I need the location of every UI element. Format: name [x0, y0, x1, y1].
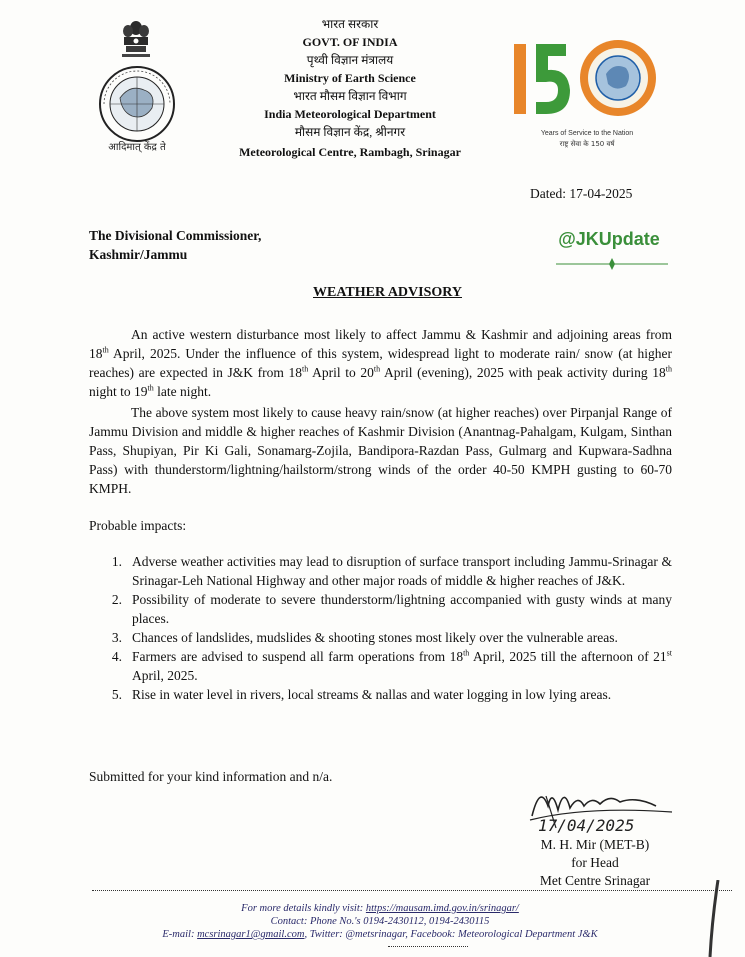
header-govt: GOVT. OF INDIA — [302, 35, 398, 49]
signature-icon — [526, 776, 676, 834]
imd-150-years-logo-icon — [508, 34, 666, 154]
footer-divider-small — [388, 946, 468, 947]
impacts-heading: Probable impacts: — [89, 518, 187, 533]
signatory-office: Met Centre Srinagar — [539, 873, 651, 888]
national-emblem-icon — [118, 16, 154, 62]
signatory-for: for Head — [571, 855, 619, 870]
impact-item: 3. Chances of landslides, mudslides & shooting stones most likely over the vulnerable areas. — [111, 630, 618, 645]
header-ministry: Ministry of Earth Science — [284, 71, 416, 85]
impact-item: 5. Rise in water level in rivers, local streams & nallas and water logging in low lying areas. — [111, 687, 612, 702]
logo150-caption-hi: राष्ट्र सेवा के 150 वर्ष — [559, 140, 615, 148]
header-hindi-govt: भारत सरकार — [321, 17, 379, 31]
footer-contact-line: Contact: Phone No.'s 0194-2430112, 0194-2430115 — [270, 916, 490, 927]
footer-divider — [92, 890, 732, 891]
advisory-title: WEATHER ADVISORY — [313, 285, 462, 300]
jkupdate-watermark: @JKUpdate — [558, 229, 660, 249]
signature-date: 17/04/2025 — [538, 816, 635, 834]
footer-website-line: For more details kindly visit: https://mausam.imd.gov.in/srinagar/ — [241, 903, 519, 914]
addressee-line2: Kashmir/Jammu — [89, 247, 188, 262]
header-hindi-centre: मौसम विज्ञान केंद्र, श्रीनगर — [294, 125, 406, 139]
document-date: Dated: 17-04-2025 — [530, 186, 633, 201]
header-imd: India Meteorological Department — [264, 107, 436, 121]
imd-logo-icon — [82, 64, 192, 154]
impacts-list — [89, 552, 672, 704]
advisory-paragraph-2: The above system most likely to cause heavy rain/snow (at higher reaches) over Pirpanjal Range of Jammu Division and middle & higher reaches of Kashmir Division (Anantnag-Pahalgam, Kulgam, Sinthan Pass, Shupiyan, Pir Ki Gali, Sonamarg-Zojila, Bandipora-Razdan Pass, Gulmarg and Kupwara-Sadhna Pass) with thunderstorm/lightning/hailstorm/strong winds of the order 40-50 KMPH gusting to 60-70 KMPH. — [89, 405, 672, 496]
page-edge-mark-icon — [700, 880, 745, 957]
addressee-line1: The Divisional Commissioner, — [89, 228, 262, 243]
imd-logo-caption: आदिमात् केंद्र ते — [108, 142, 166, 153]
watermark-divider-icon — [556, 257, 668, 271]
signatory-name: M. H. Mir (MET-B) — [540, 837, 650, 852]
impact-item: 2. Possibility of moderate to severe thunderstorm/lightning accompanied with gusty winds at many places. — [111, 592, 672, 626]
header-hindi-ministry: पृथ्वी विज्ञान मंत्रालय — [306, 53, 394, 67]
submitted-line: Submitted for your kind information and n/a. — [89, 769, 333, 784]
header-hindi-imd: भारत मौसम विज्ञान विभाग — [293, 89, 407, 103]
impact-item: 1. Adverse weather activities may lead to disruption of surface transport including Jammu-Srinagar & Srinagar-Leh National Highway and other major roads of middle & higher reaches of J&K. — [111, 554, 672, 588]
impact-item: 4. Farmers are advised to suspend all farm operations from 18th April, 2025 till the afternoon of 21st April, 2025. — [111, 648, 672, 683]
advisory-paragraph-1: An active western disturbance most likely to affect Jammu & Kashmir and adjoining areas from 18th April, 2025. Under the influence of this system, widespread light to moderate rain/ snow (at higher reaches) are expected in J&K from 18th April to 20th April (evening), 2025 with peak activity during 18th night to 19th late night. — [89, 327, 672, 399]
footer-website-link[interactable]: https://mausam.imd.gov.in/srinagar/ — [365, 903, 519, 914]
footer-email-line: E-mail: mcsrinagar1@gmail.com, Twitter: @metsrinagar, Facebook: Meteorological Department J&K — [162, 929, 598, 940]
header-centre: Meteorological Centre, Rambagh, Srinagar — [239, 145, 461, 159]
logo150-caption-en: Years of Service to the Nation — [540, 130, 634, 137]
footer-email-link[interactable]: mcsrinagar1@gmail.com — [197, 929, 305, 940]
